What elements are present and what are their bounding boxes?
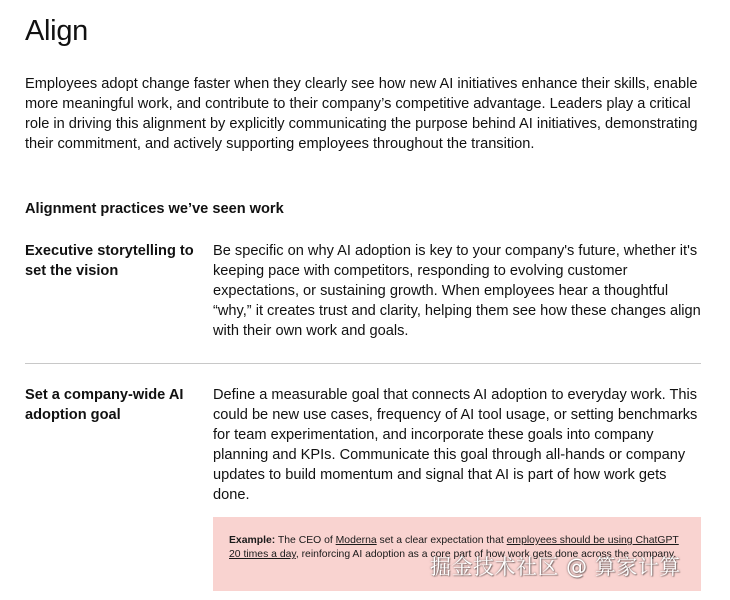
row-divider: [25, 363, 701, 364]
practice-description: Define a measurable goal that connects AI adoption to everyday work. This could be new use cases, frequency of AI tool usage, or setting benchmarks for team experimentation, and incorporate these goals into company planning and KPIs. Communicate this goal through all-hands or company updates to build momentum and signal that AI is part of how work gets done.: [213, 387, 698, 503]
example-text: The CEO of: [275, 535, 336, 546]
watermark-text: 掘金技术社区 @ 算家计算: [430, 555, 681, 579]
example-text: , reinforcing AI adoption as a core part of how work gets done across the company.: [295, 549, 677, 560]
example-text: set a clear expectation that: [376, 535, 507, 546]
page-title: Align: [25, 15, 88, 47]
chatgpt-usage-link[interactable]: employees should be using ChatGPT 20 times a day: [229, 535, 679, 560]
practice-name: Set a company-wide AI adoption goal: [25, 387, 184, 423]
section-heading: Alignment practices we’ve seen work: [25, 201, 284, 217]
moderna-link[interactable]: Moderna: [335, 535, 377, 546]
intro-paragraph: Employees adopt change faster when they clearly see how new AI initiatives enhance their skills, enable more meaningful work, and contribute to their company’s competitive advantage. Leaders play a critical role in driving this alignment by explicitly communicating the purpose behind AI initiatives, demonstrating their commitment, and actively supporting employees throughout the transition.: [25, 76, 698, 152]
example-label: Example:: [229, 535, 276, 546]
practice-description: Be specific on why AI adoption is key to your company's future, whether it's keeping pace with competitors, responding to evolving customer expectations, or sustaining growth. When employees hear a thoughtful “why,” it creates trust and clarity, helping them see how these changes align with their own work and goals.: [213, 243, 701, 339]
practice-name: Executive storytelling to set the vision: [25, 243, 194, 279]
